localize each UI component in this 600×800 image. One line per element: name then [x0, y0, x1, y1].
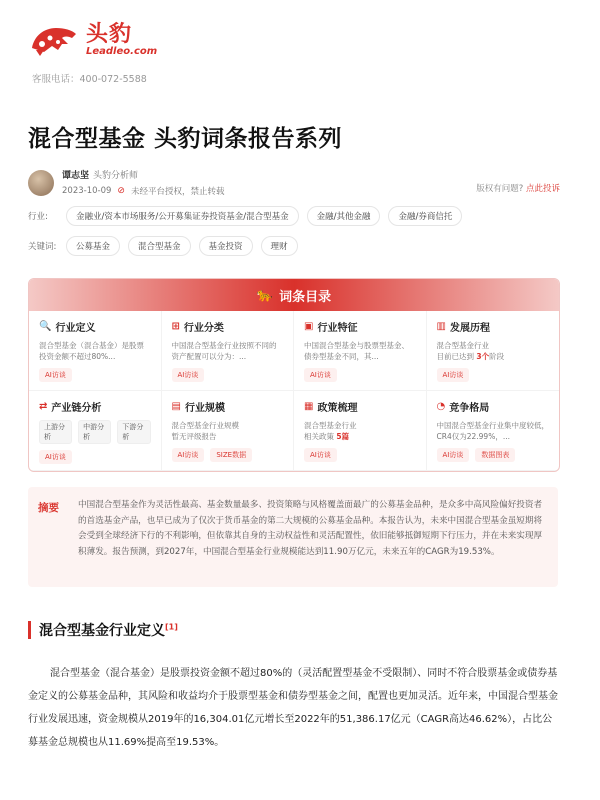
keyword-tag[interactable]: 理财 — [261, 236, 298, 256]
avatar[interactable] — [28, 170, 54, 196]
page-title: 混合型基金 头豹词条报告系列 — [28, 126, 343, 152]
toc-item-classification[interactable]: ⊞ 行业分类 中国混合型基金行业按照不同的资产配置可以分为：... AI访谈 — [162, 311, 295, 391]
complaint-link[interactable]: 点此投诉 — [525, 184, 560, 194]
table-of-contents — [28, 278, 560, 472]
abstract-label: 摘要 — [38, 502, 59, 514]
keyword-label: 关键词: — [28, 242, 57, 252]
data-chart-chip[interactable]: 数据图表 — [475, 448, 515, 462]
keyword-tags — [28, 236, 306, 256]
industry-label: 行业: — [28, 212, 48, 222]
upstream-chip[interactable]: 上游分析 — [39, 420, 72, 444]
definition-icon: 🔍 — [39, 321, 52, 332]
author-name[interactable]: 谭志坚 — [62, 171, 90, 181]
toc-item-scale[interactable]: ▤ 行业规模 混合型基金行业规模 暂无评级报告 AI访谈 SIZE数据 — [162, 391, 295, 471]
downstream-chip[interactable]: 下游分析 — [117, 420, 150, 444]
chain-icon: ⇄ — [39, 401, 48, 412]
brand-domain: Leadleo.com — [86, 45, 158, 57]
brand-name: 头豹 — [86, 21, 133, 47]
copyright-notice: 未经平台授权，禁止转载 — [130, 187, 225, 197]
abstract-box — [28, 487, 558, 587]
ai-interview-chip[interactable]: AI访谈 — [172, 448, 205, 462]
author-info — [28, 168, 224, 197]
keyword-tag[interactable]: 公募基金 — [66, 236, 120, 256]
toc-item-history[interactable]: ▥ 发展历程 混合型基金行业 目前已达到 3个阶段 AI访谈 — [427, 311, 560, 391]
scale-icon: ▤ — [171, 401, 181, 412]
complaint-text: 版权有问题? — [476, 184, 524, 194]
prohibited-icon: ⊘ — [117, 186, 125, 196]
industry-tag[interactable]: 金融/券商信托 — [388, 206, 462, 226]
industry-tag[interactable]: 金融业/资本市场服务/公开募集证券投资基金/混合型基金 — [66, 206, 299, 226]
keyword-tag[interactable]: 基金投资 — [199, 236, 253, 256]
reference-link[interactable]: [1] — [165, 622, 178, 632]
ai-interview-chip[interactable]: AI访谈 — [437, 448, 470, 462]
keyword-tag[interactable]: 混合型基金 — [128, 236, 191, 256]
section-title: 混合型基金行业定义 — [39, 623, 165, 639]
publish-date: 2023-10-09 — [62, 186, 112, 196]
toc-item-definition[interactable]: 🔍 行业定义 混合型基金（混合基金）是股票投资金额不超过80%... AI访谈 — [29, 311, 162, 391]
toc-item-feature[interactable]: ▣ 行业特征 中国混合型基金与股票型基金、债券型基金不同，其... AI访谈 — [294, 311, 427, 391]
policy-icon: ▦ — [304, 401, 314, 412]
feature-icon: ▣ — [304, 321, 314, 332]
copyright-complaint — [476, 182, 560, 194]
competition-icon: ◔ — [436, 401, 446, 412]
ai-interview-chip[interactable]: AI访谈 — [39, 450, 72, 464]
ai-interview-chip[interactable]: AI访谈 — [304, 368, 337, 382]
section-accent-bar — [28, 621, 31, 639]
toc-title: 词条目录 — [279, 289, 332, 305]
section-heading — [28, 620, 178, 640]
toc-header — [29, 279, 559, 311]
ai-interview-chip[interactable]: AI访谈 — [304, 448, 337, 462]
ai-interview-chip[interactable]: AI访谈 — [437, 368, 470, 382]
classification-icon: ⊞ — [171, 321, 180, 332]
author-role: 头豹分析师 — [93, 171, 139, 181]
toc-item-competition[interactable]: ◔ 竞争格局 中国混合型基金行业集中度较低，CR4仅为22.99%，... AI访谈 数据图表 — [427, 391, 560, 471]
ai-interview-chip[interactable]: AI访谈 — [172, 368, 205, 382]
hotline-text: 客服电话：400-072-5588 — [32, 74, 147, 85]
ai-interview-chip[interactable]: AI访谈 — [39, 368, 72, 382]
midstream-chip[interactable]: 中游分析 — [78, 420, 111, 444]
toc-item-policy[interactable]: ▦ 政策梳理 混合型基金行业 相关政策 5篇 AI访谈 — [294, 391, 427, 471]
history-icon: ▥ — [436, 321, 446, 332]
brand-logo[interactable] — [28, 20, 157, 60]
toc-item-chain[interactable]: ⇄ 产业链分析 上游分析 中游分析 下游分析 AI访谈 — [29, 391, 162, 471]
abstract-text: 中国混合型基金作为灵活性最高、基金数量最多、投资策略与风格覆盖面最广的公募基金品种，是众多中高风险偏好投资者的首选基金产品，也早已成为了仅次于货币基金的第二大规模的公募基金品种。本报告认为，未来中国混合型基金虽短期将会受到全球经济下行的不利影响，但依靠其自身的主动权益性和灵活配置性，依旧能够抵御短期下行压力，并在未来实现厚积薄发。报告预测，到2027年，中国混合型基金行业规模能达到11.90万亿元，未来五年的CAGR为19.53%。 — [78, 500, 543, 557]
leopard-icon: 🐆 — [256, 287, 274, 303]
body-paragraph: 混合型基金（混合基金）是股票投资金额不超过80%的（灵活配置型基金不受限制）、同时不符合股票基金或债券基金定义的公募基金品种，其风险和收益均介于股票型基金和债券型基金之间，配置也更加灵活。近年来，中国混合型基金行业发展迅速，资金规模从2019年的16,304.01亿元增长至2022年的51,386.17亿元（CAGR高达46.62%），占比公募基金总规模也从11.69%提高至19.53%。 — [28, 668, 558, 748]
leopard-logo-icon — [28, 20, 80, 60]
size-data-chip[interactable]: SIZE数据 — [210, 448, 252, 462]
industry-tag[interactable]: 金融/其他金融 — [307, 206, 381, 226]
industry-tags — [28, 206, 470, 226]
